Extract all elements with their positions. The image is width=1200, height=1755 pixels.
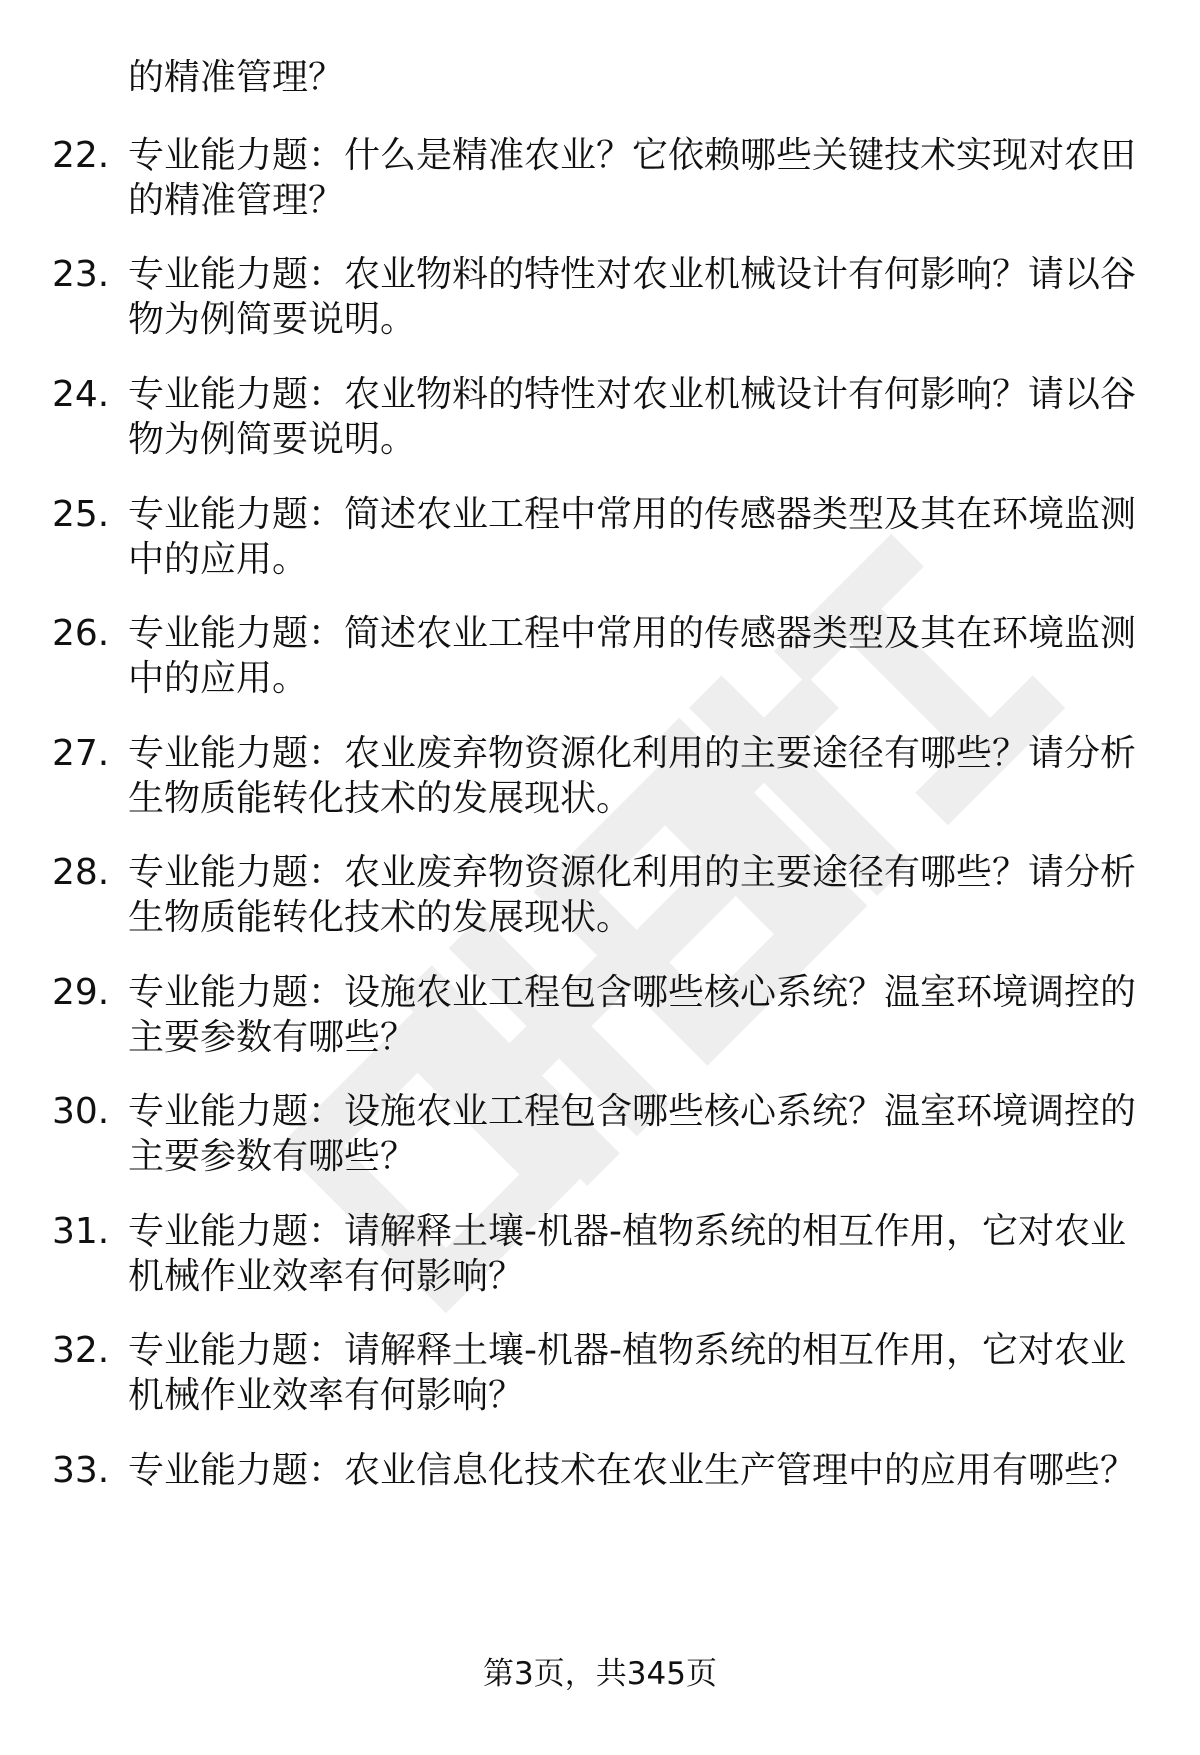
question-text: 专业能力题：简述农业工程中常用的传感器类型及其在环境监测 <box>128 613 1137 654</box>
question-number: 29. <box>52 972 110 1013</box>
question-number: 28. <box>52 852 110 893</box>
question-text: 专业能力题：设施农业工程包含哪些核心系统？温室环境调控的 <box>128 972 1137 1013</box>
question-number: 27. <box>52 733 110 774</box>
question-text-continued: 机械作业效率有何影响？ <box>128 1375 525 1416</box>
question-number: 26. <box>52 613 110 654</box>
question-number: 25. <box>52 494 110 535</box>
question-text-continued: 中的应用。 <box>128 658 309 699</box>
question-text-continued: 主要参数有哪些？ <box>128 1017 417 1058</box>
question-number: 33. <box>52 1450 110 1491</box>
question-text-continued: 中的应用。 <box>128 539 309 580</box>
continuation-text: 的精准管理？ <box>128 57 345 98</box>
page-number-footer: 第3页，共345页 <box>483 1656 717 1692</box>
question-number: 24. <box>52 374 110 415</box>
question-text-continued: 生物质能转化技术的发展现状。 <box>128 778 633 819</box>
question-number: 23. <box>52 254 110 295</box>
question-text: 专业能力题：农业废弃物资源化利用的主要途径有哪些？请分析 <box>128 733 1137 774</box>
question-text: 专业能力题：简述农业工程中常用的传感器类型及其在环境监测 <box>128 494 1137 535</box>
question-text: 专业能力题：农业信息化技术在农业生产管理中的应用有哪些？ <box>128 1450 1137 1491</box>
question-text-continued: 的精准管理？ <box>128 180 345 221</box>
question-text: 专业能力题：请解释土壤-机器-植物系统的相互作用，它对农业 <box>128 1211 1126 1252</box>
question-text: 专业能力题：设施农业工程包含哪些核心系统？温室环境调控的 <box>128 1091 1137 1132</box>
question-text: 专业能力题：农业物料的特性对农业机械设计有何影响？请以谷 <box>128 374 1137 415</box>
question-text-continued: 生物质能转化技术的发展现状。 <box>128 897 633 938</box>
question-text: 专业能力题：农业物料的特性对农业机械设计有何影响？请以谷 <box>128 254 1137 295</box>
question-text: 专业能力题：请解释土壤-机器-植物系统的相互作用，它对农业 <box>128 1330 1126 1371</box>
question-number: 31. <box>52 1211 110 1252</box>
question-number: 32. <box>52 1330 110 1371</box>
question-text: 专业能力题：什么是精准农业？它依赖哪些关键技术实现对农田 <box>128 135 1137 176</box>
question-number: 30. <box>52 1091 110 1132</box>
question-text-continued: 机械作业效率有何影响？ <box>128 1256 525 1297</box>
question-number: 22. <box>52 135 110 176</box>
question-text-continued: 物为例简要说明。 <box>128 419 417 460</box>
question-text-continued: 主要参数有哪些？ <box>128 1136 417 1177</box>
question-text-continued: 物为例简要说明。 <box>128 299 417 340</box>
question-text: 专业能力题：农业废弃物资源化利用的主要途径有哪些？请分析 <box>128 852 1137 893</box>
